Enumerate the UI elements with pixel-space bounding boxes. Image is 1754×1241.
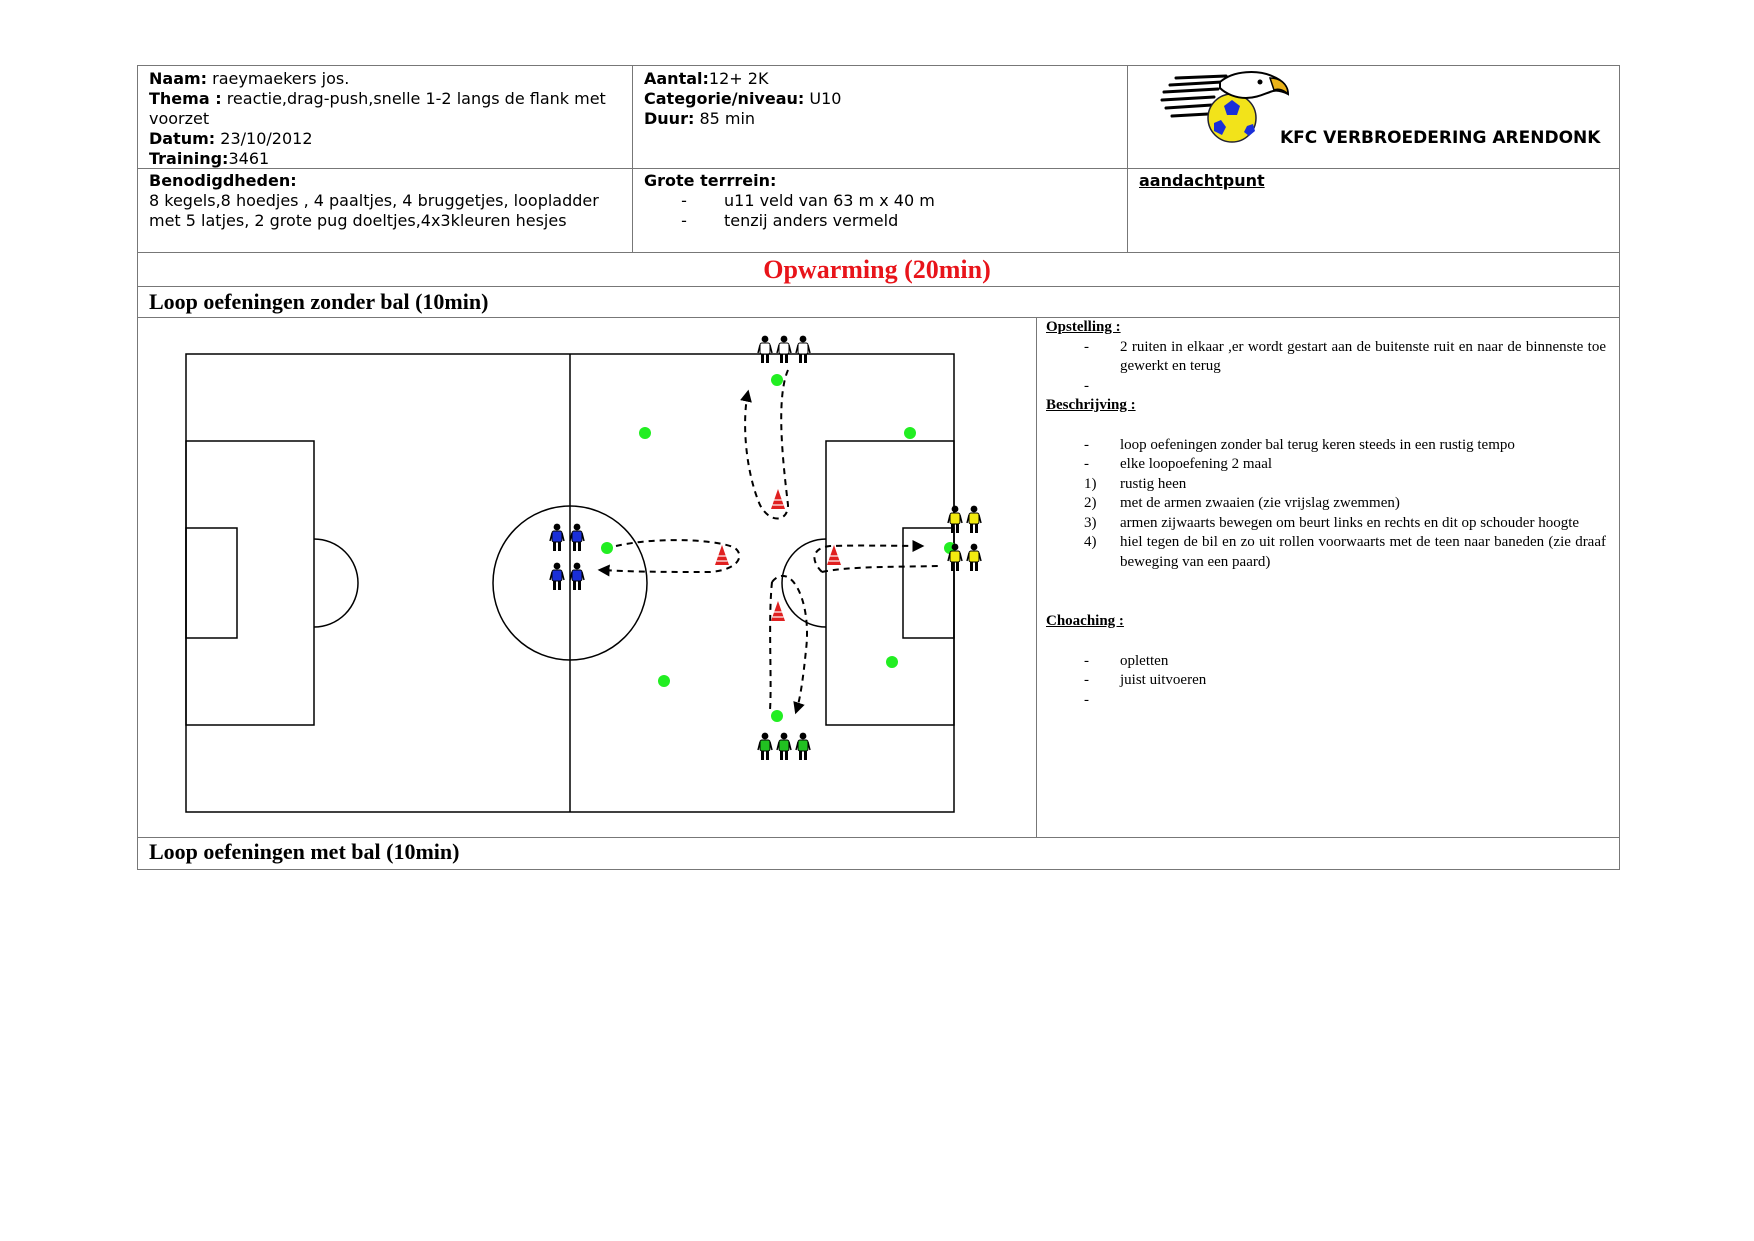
player-white [777,336,791,363]
terrain-label: Grote terrrein: [644,171,777,190]
categorie-label: Categorie/niveau: [644,89,805,108]
materials-cell [138,169,632,233]
cones-layer [715,489,841,621]
player-yellow [948,506,962,533]
trainer-info-cell [138,67,632,171]
cone-marker [771,601,785,621]
beschrijving-item: 1) rustig heen [1084,475,1187,492]
player-blue [570,563,584,590]
table-divider [137,286,1620,287]
player-green [796,733,810,760]
hat-marker [639,427,651,439]
hat-marker [601,542,613,554]
player-blue [570,524,584,551]
hat-marker [771,374,783,386]
coaching-label: Choaching : [1046,613,1124,629]
thema-value: reactie,drag-push,snelle 1-2 langs de flank met voorzet [149,89,606,128]
player-blue [550,524,564,551]
table-divider [1127,65,1128,252]
player-yellow [967,506,981,533]
table-divider [137,837,1620,838]
hat-marker [886,656,898,668]
beschrijving-label: Beschrijving : [1046,397,1136,413]
thema-label: Thema : [149,89,222,108]
table-divider [1036,317,1037,837]
categorie-value: U10 [809,89,842,108]
cone-marker [827,545,841,565]
player-white [758,336,772,363]
datum-value: 23/10/2012 [220,129,313,148]
warmup-title: Opwarming (20min) [763,255,991,284]
duur-label: Duur: [644,109,695,128]
cone-marker [715,545,729,565]
players-layer [550,336,981,760]
duur-value: 85 min [699,109,756,128]
hat-marker [904,427,916,439]
hat-marker [771,710,783,722]
coaching-item: - opletten [1084,652,1169,669]
beschrijving-item: 3) armen zijwaarts bewegen om beurt links en rechts en dit op schouder hoogte [1084,514,1580,531]
player-white [796,336,810,363]
terrain-cell [633,169,1127,233]
player-blue [550,563,564,590]
cone-marker [771,489,785,509]
attention-cell [1128,169,1618,193]
materials-text: 8 kegels,8 hoedjes , 4 paaltjes, 4 bruggetjes, loopladder met 5 latjes, 2 grote pug doeltjes,4x3kleuren hesjes [149,191,599,230]
opstelling-item: - [1084,377,1089,394]
player-green [758,733,772,760]
naam-value: raeymaekers jos. [212,69,350,88]
opstelling-label: Opstelling : [1046,319,1121,335]
attention-label: aandachtpunt [1139,171,1265,190]
training-value: 3461 [228,149,270,168]
hat-marker [658,675,670,687]
beschrijving-item: 2) met de armen zwaaien (zie vrijslag zwemmen) [1084,495,1400,511]
beschrijving-item: - elke loopoefening 2 maal [1084,456,1273,472]
terrain-item: - u11 veld van 63 m x 40 m [681,191,935,210]
beschrijving-item: 4) hiel tegen de bil en zo uit rollen voorwaarts met de teen naar baneden (zie draaf beweging van een paard) [1084,534,1606,570]
player-green [777,733,791,760]
exercise-notes [1046,318,1606,710]
training-label: Training: [149,149,229,168]
datum-label: Datum: [149,129,216,148]
aantal-label: Aantal: [644,69,709,88]
table-divider [137,252,1620,253]
eagle-ball-logo [1142,68,1292,148]
club-name: KFC VERBROEDERING ARENDONK [1280,128,1601,148]
group-info-cell [633,67,1127,131]
player-yellow [967,544,981,571]
section-title-with-ball: Loop oefeningen met bal (10min) [149,839,460,864]
pitch-lines [186,354,954,812]
terrain-item: - tenzij anders vermeld [681,211,899,230]
materials-label: Benodigdheden: [149,171,297,190]
beschrijving-item: - loop oefeningen zonder bal terug keren steeds in een rustig tempo [1084,436,1515,453]
pitch-diagram [140,320,1034,834]
opstelling-item: - 2 ruiten in elkaar ,er wordt gestart aan de buitenste ruit en naar de binnenste toe gewerkt en terug [1084,338,1606,374]
aantal-value: 12+ 2K [708,69,769,88]
naam-label: Naam: [149,69,208,88]
coaching-item: - juist uitvoeren [1084,672,1207,688]
section-title-without-ball: Loop oefeningen zonder bal (10min) [149,289,489,314]
coaching-item: - [1084,691,1089,708]
